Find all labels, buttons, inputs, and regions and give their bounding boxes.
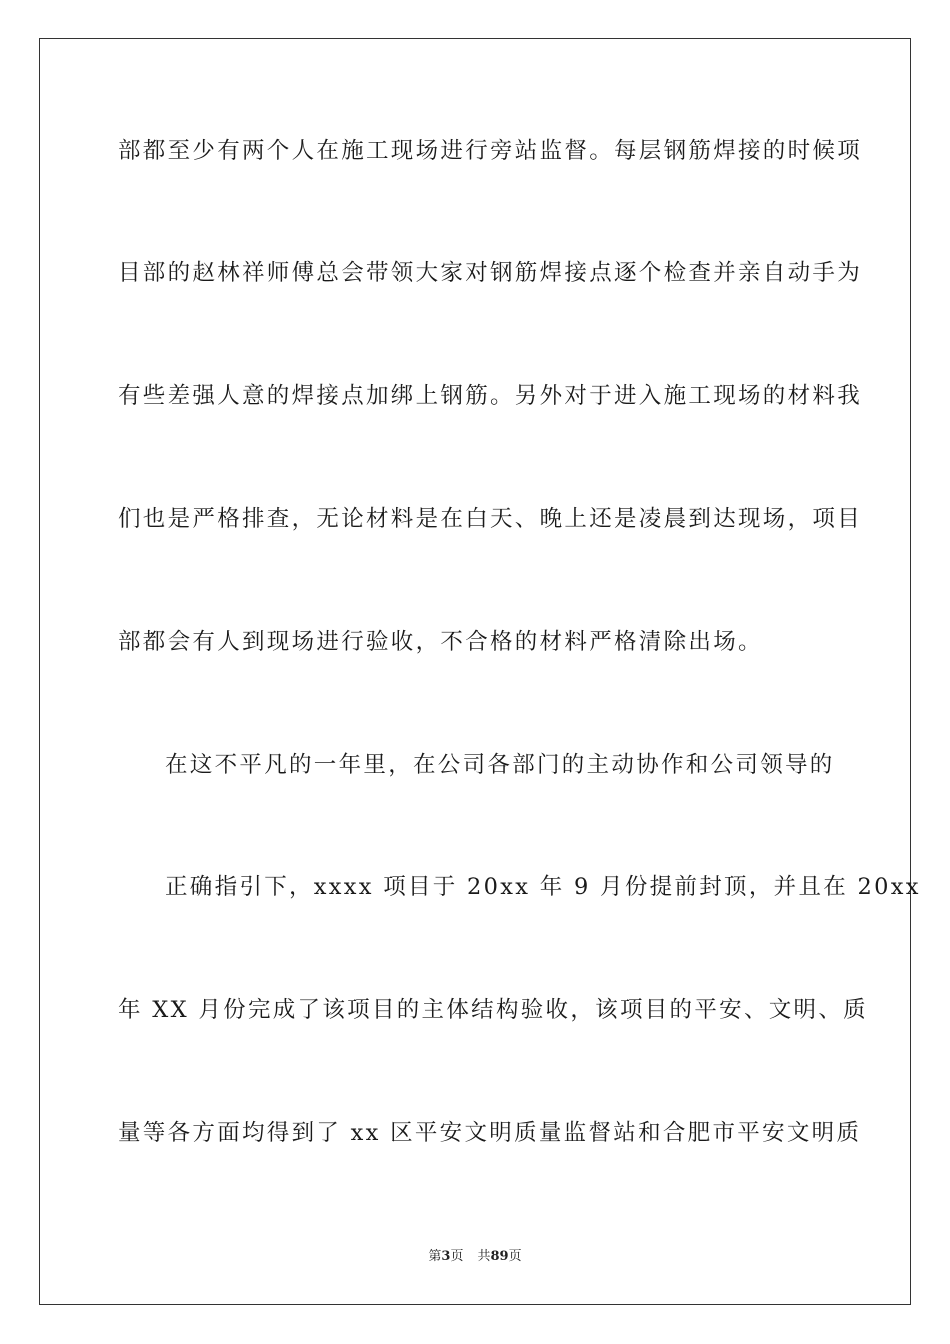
- paragraph-first-line: 在这不平凡的一年里，在公司各部门的主动协作和公司领导的: [165, 752, 835, 778]
- body-text-line: 有些差强人意的焊接点加绑上钢筋。另外对于进入施工现场的材料我: [118, 383, 863, 409]
- page-footer: [0, 1248, 950, 1266]
- body-text-line: 们也是严格排查，无论材料是在白天、晚上还是凌晨到达现场，项目: [118, 506, 863, 532]
- body-text-line: 部都至少有两个人在施工现场进行旁站监督。每层钢筋焊接的时候项: [118, 138, 863, 164]
- page-total-prefix: 共: [477, 1249, 491, 1264]
- body-text-line: 部都会有人到现场进行验收，不合格的材料严格清除出场。: [118, 629, 763, 655]
- page-number-suffix: 页: [450, 1249, 464, 1264]
- page-number-current: 3: [441, 1249, 451, 1264]
- page-number-prefix: 第: [428, 1249, 442, 1264]
- page-border: [39, 38, 921, 1305]
- body-text-line: 年 XX 月份完成了该项目的主体结构验收，该项目的平安、文明、质: [118, 997, 868, 1023]
- page-total-suffix: 页: [508, 1249, 522, 1264]
- page-total-count: 89: [490, 1249, 509, 1264]
- body-text-line: 目部的赵林祥师傅总会带领大家对钢筋焊接点逐个检查并亲自动手为: [118, 260, 863, 286]
- paragraph-first-line: 正确指引下，xxxx 项目于 20xx 年 9 月份提前封顶，并且在 20xx: [165, 874, 921, 900]
- body-text-line: 量等各方面均得到了 xx 区平安文明质量监督站和合肥市平安文明质: [118, 1120, 862, 1146]
